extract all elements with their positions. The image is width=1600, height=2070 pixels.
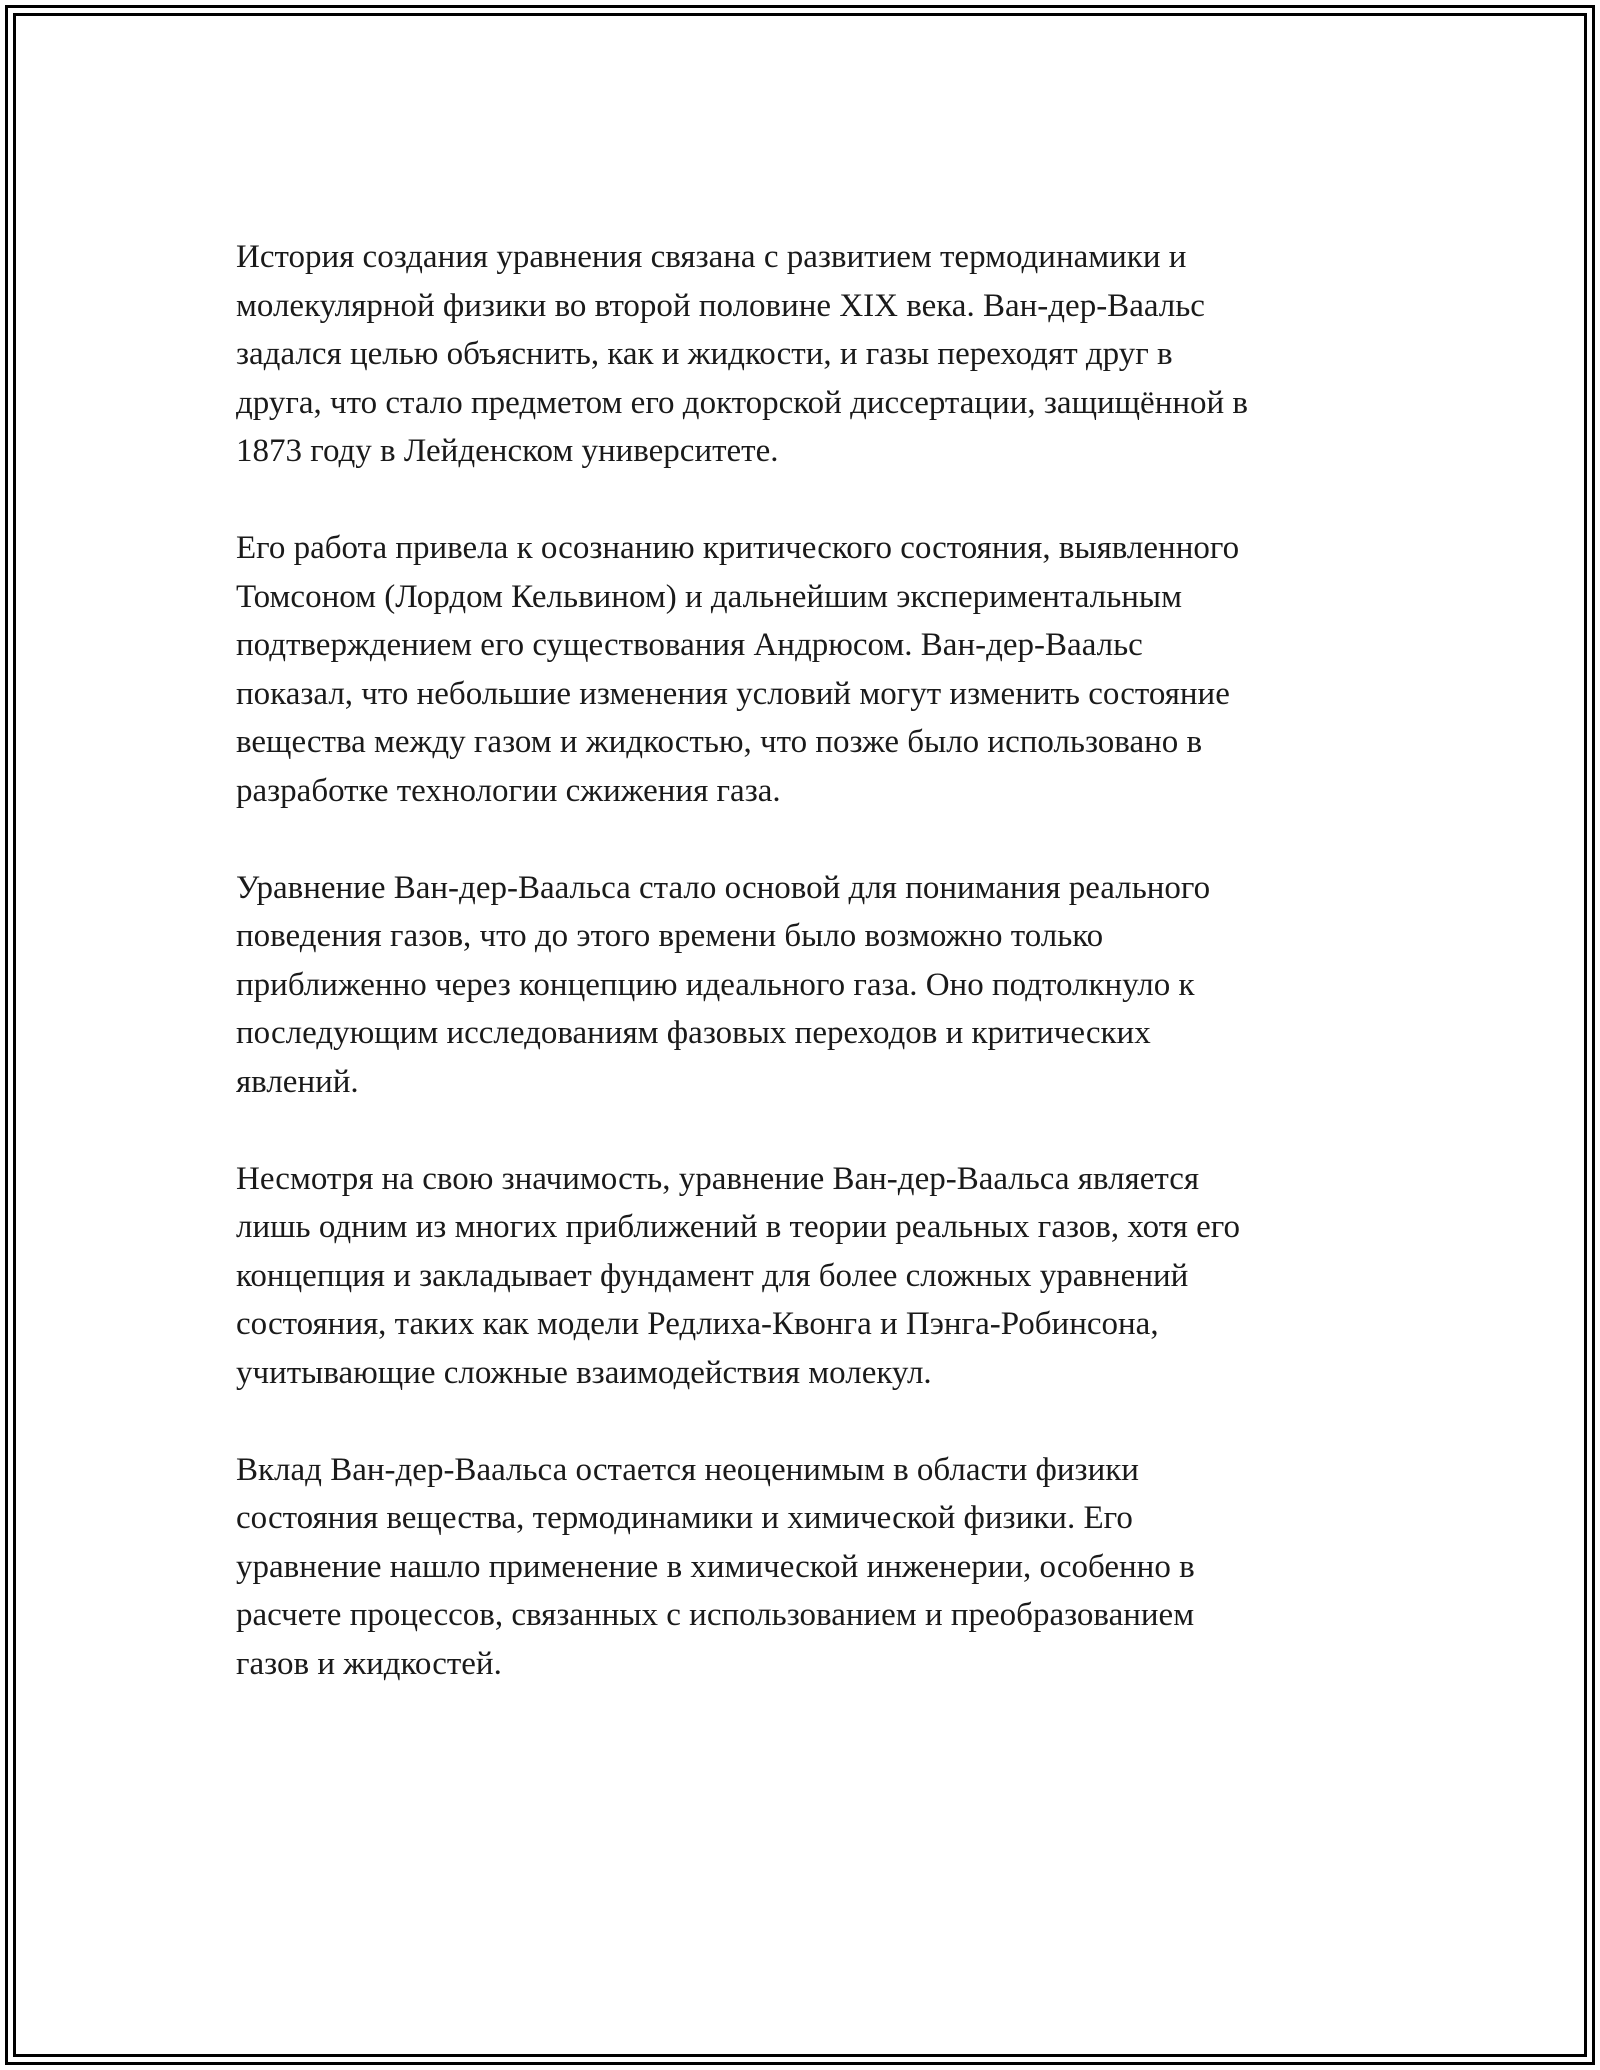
document-body xyxy=(236,233,1396,1737)
text-line: приближенно через концепцию идеального газа. Оно подтолкнуло к xyxy=(236,966,1195,1003)
text-line: Томсоном (Лордом Кельвином) и дальнейшим экспериментальным xyxy=(236,578,1182,615)
text-line: подтверждением его существования Андрюсом. Ван-дер-Ваальс xyxy=(236,627,1143,663)
text-line: учитывающие сложные взаимодействия молекул. xyxy=(236,1354,932,1391)
text-line: Его работа привела к осознанию критического состояния, выявленного xyxy=(236,530,1240,566)
text-line: 1873 году в Лейденском университете. xyxy=(236,433,779,469)
text-line: История создания уравнения связана с развитием термодинамики и xyxy=(236,239,1187,275)
text-line: Несмотря на свою значимость, уравнение Ван-дер-Ваальса является xyxy=(236,1160,1200,1197)
paragraph-3 xyxy=(236,864,1396,1107)
text-line: последующим исследованиям фазовых переходов и критических xyxy=(236,1015,1151,1051)
text-line: показал, что небольшие изменения условий могут изменить состояние xyxy=(236,675,1230,712)
text-line: задался целью объяснить, как и жидкости, и газы переходят друг в xyxy=(236,336,1173,372)
text-line: явлений. xyxy=(236,1063,359,1100)
text-line: расчете процессов, связанных с использованием и преобразованием xyxy=(236,1597,1195,1633)
text-line: концепция и закладывает фундамент для более сложных уравнений xyxy=(236,1257,1189,1294)
text-line: лишь одним из многих приближений в теории реальных газов, хотя его xyxy=(236,1209,1240,1245)
paragraph-4 xyxy=(236,1155,1396,1398)
text-line: состояния вещества, термодинамики и химической физики. Его xyxy=(236,1500,1133,1536)
paragraph-1 xyxy=(236,233,1396,476)
text-line: молекулярной физики во второй половине XIX века. Ван-дер-Ваальс xyxy=(236,287,1205,324)
text-line: газов и жидкостей. xyxy=(236,1645,502,1682)
text-line: состояния, таких как модели Редлиха-Квонга и Пэнга-Робинсона, xyxy=(236,1306,1159,1342)
text-line: разработке технологии сжижения газа. xyxy=(236,772,781,809)
paragraph-5 xyxy=(236,1446,1396,1689)
paragraph-2 xyxy=(236,524,1396,815)
text-line: Уравнение Ван-дер-Ваальса стало основой для понимания реального xyxy=(236,869,1211,906)
text-line: уравнение нашло применение в химической инженерии, особенно в xyxy=(236,1548,1195,1585)
text-line: поведения газов, что до этого времени было возможно только xyxy=(236,918,1104,954)
text-line: друга, что стало предметом его докторской диссертации, защищённой в xyxy=(236,384,1249,421)
text-line: вещества между газом и жидкостью, что позже было использовано в xyxy=(236,724,1203,760)
text-line: Вклад Ван-дер-Ваальса остается неоценимым в области физики xyxy=(236,1451,1139,1488)
